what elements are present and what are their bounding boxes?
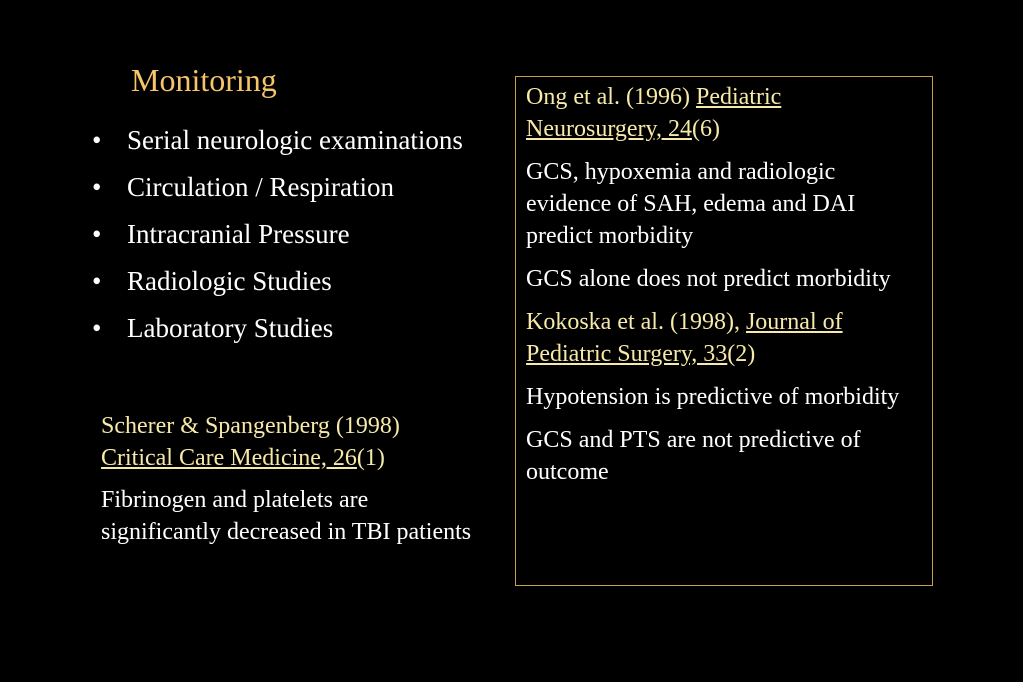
bullet-dot: • xyxy=(92,172,102,202)
slide-title: Monitoring xyxy=(131,62,277,98)
box-finding-1: GCS, hypoxemia and radiologic evidence of SAH, edema and DAI predict morbidity xyxy=(526,159,856,249)
box-reference-2-issue: (2) xyxy=(727,341,756,367)
box-reference-1-journal-link[interactable]: Pediatric Neurosurgery, 24 xyxy=(526,84,782,142)
bullet-dot: • xyxy=(92,266,102,296)
box-reference-2-authors: Kokoska et al. (1998), xyxy=(526,309,746,335)
bullet-text: Radiologic Studies xyxy=(127,266,332,296)
left-reference-journal-link[interactable]: Critical Care Medicine, 26 xyxy=(101,445,357,471)
bullet-item xyxy=(92,312,472,344)
references-box xyxy=(515,76,933,586)
bullet-item xyxy=(92,218,472,250)
bullet-item xyxy=(92,124,472,156)
box-finding-2: GCS alone does not predict morbidity xyxy=(526,266,891,292)
box-reference-1-authors: Ong et al. (1996) xyxy=(526,84,696,110)
box-reference-2 xyxy=(526,306,922,370)
left-reference-issue: (1) xyxy=(356,445,385,471)
left-reference-citation xyxy=(101,410,491,474)
bullet-item xyxy=(92,171,472,203)
left-reference-block xyxy=(101,410,491,558)
bullet-dot: • xyxy=(92,219,102,249)
bullet-list xyxy=(92,124,472,359)
bullet-dot: • xyxy=(92,313,102,343)
bullet-text: Intracranial Pressure xyxy=(127,219,350,249)
left-reference-authors: Scherer & Spangenberg (1998) xyxy=(101,413,400,439)
box-reference-1-issue: (6) xyxy=(691,116,720,142)
box-finding-3: Hypotension is predictive of morbidity xyxy=(526,384,900,410)
box-finding-4: GCS and PTS are not predictive of outcome xyxy=(526,427,861,485)
box-reference-1 xyxy=(526,81,922,145)
box-reference-2-journal-link[interactable]: Journal of Pediatric Surgery, 33 xyxy=(526,309,843,367)
bullet-item xyxy=(92,265,472,297)
bullet-dot: • xyxy=(92,125,102,155)
bullet-text: Serial neurologic examinations xyxy=(127,125,463,155)
left-reference-finding: Fibrinogen and platelets are significantly decreased in TBI patients xyxy=(101,487,472,545)
bullet-text: Laboratory Studies xyxy=(127,313,334,343)
bullet-text: Circulation / Respiration xyxy=(127,172,394,202)
